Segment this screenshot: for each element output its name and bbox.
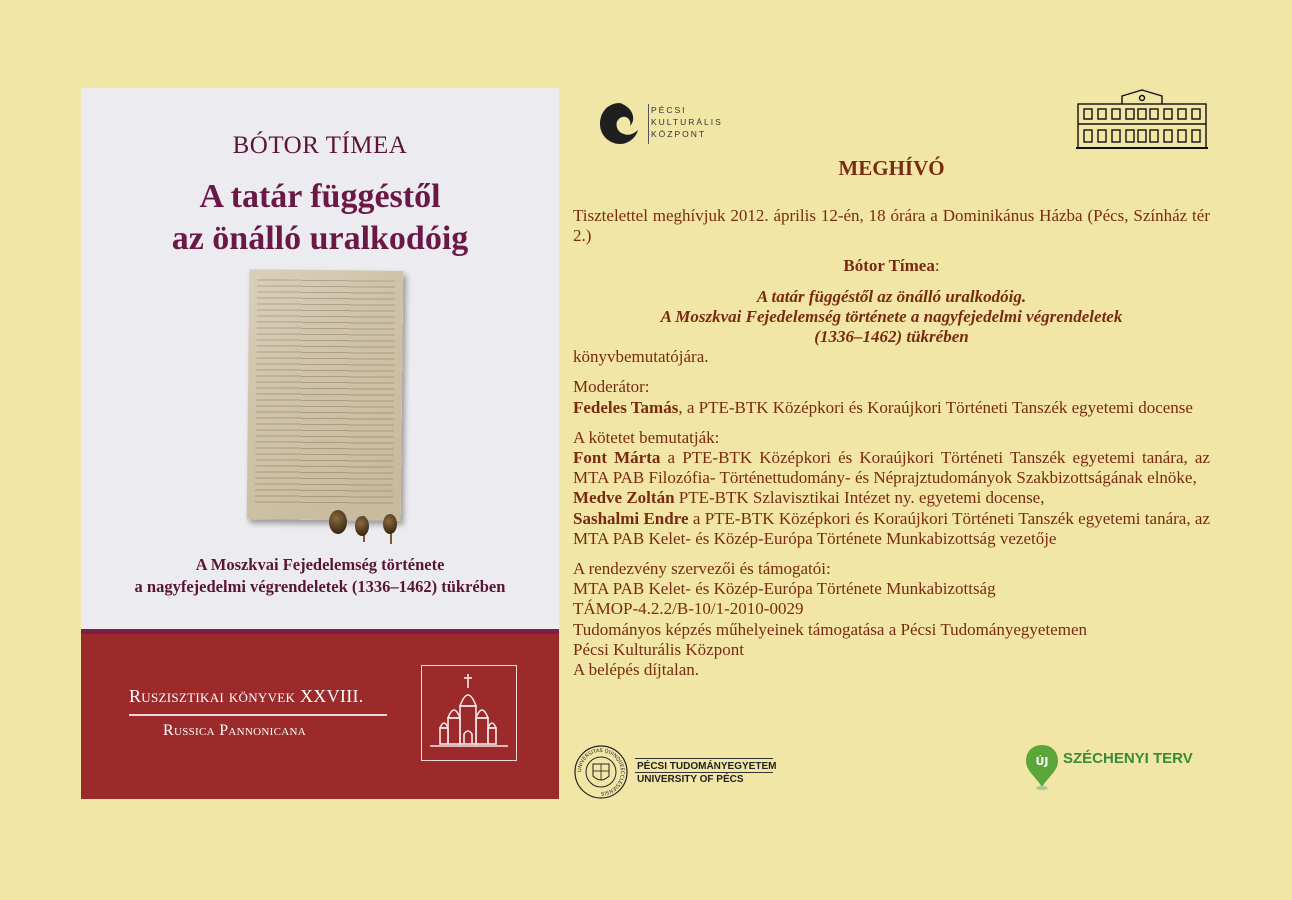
- book-launch-suffix: könyvbemutatójára.: [573, 347, 709, 367]
- church-emblem-frame: [421, 665, 517, 761]
- book-cover: [81, 88, 559, 799]
- szechenyi-terv-text: SZÉCHENYI TERV: [1063, 750, 1193, 767]
- cover-title-line-1: A tatár függéstől: [199, 178, 441, 215]
- author-colon: :: [934, 256, 940, 276]
- presenter-desc: a PTE-BTK Középkori és Koraújkori Történeti Tanszék egyetemi tanára, az MTA PAB Filozófia- Történettudomány- és Néprajztudományok Szakbizottságának elnöke,: [573, 448, 1210, 488]
- presenter-desc: a PTE-BTK Középkori és Koraújkori Történeti Tanszék egyetemi tanára, az MTA PAB Kelet- és Közép-Európa Története Munkabizottság vezetője: [573, 508, 1210, 548]
- szechenyi-terv-pin-icon: [1024, 743, 1060, 791]
- wax-seal: [329, 510, 347, 534]
- presenter-desc: PTE-BTK Szlavisztikai Intézet ny. egyetemi docense,: [674, 488, 1045, 508]
- pkk-logo-text: [651, 104, 723, 140]
- book-title-line-2: A Moszkvai Fejedelemség története a nagyfejedelmi végrendeletek: [660, 306, 1123, 326]
- svg-text:ÚJ: ÚJ: [1035, 755, 1049, 768]
- book-title-line-1: A tatár függéstől az önálló uralkodóig.: [756, 286, 1027, 306]
- cover-author: BÓTOR TÍMEA: [232, 132, 408, 159]
- organizer-item: Pécsi Kulturális Központ: [573, 639, 744, 659]
- presenter-name: Medve Zoltán: [573, 488, 675, 508]
- cover-subtitle: [81, 554, 559, 598]
- series-name: Ruszisztikai könyvek XXVIII.: [129, 686, 364, 706]
- dominikanus-haz-building-icon: [1076, 88, 1208, 152]
- invitation-heading: MEGHÍVÓ: [838, 156, 945, 180]
- moderator-name: Fedeles Tamás: [573, 397, 679, 417]
- series-subname: Russica Pannonicana: [163, 722, 306, 739]
- entry-note: A belépés díjtalan.: [573, 660, 700, 680]
- presenter-entry: [573, 448, 1210, 488]
- presenter-name: Font Márta: [573, 448, 661, 468]
- pte-seal-icon: [573, 744, 629, 800]
- church-icon: [422, 666, 516, 760]
- book-title-line-3: (1336–1462) tükrében: [814, 327, 969, 347]
- moderator-label: Moderátor:: [573, 377, 650, 397]
- manuscript-image: [247, 269, 404, 521]
- pte-name: [637, 760, 776, 786]
- invitation-intro: Tisztelettel meghívjuk 2012. április 12-én, 18 órára a Dominikánus Házba (Pécs, Színház tér 2.): [573, 206, 1210, 246]
- presenter-entry: [573, 488, 1210, 508]
- author-line: [573, 256, 1210, 276]
- organizer-item: Tudományos képzés műhelyeinek támogatása a Pécsi Tudományegyetemen: [573, 619, 1088, 639]
- cover-subtitle-line-1: A Moszkvai Fejedelemség története: [195, 555, 445, 574]
- presenter-name: Sashalmi Endre: [573, 508, 689, 528]
- pkk-line-2: KULTURÁLIS: [651, 117, 723, 127]
- presenters-label: A kötetet bemutatják:: [573, 427, 720, 447]
- cover-series-band: [81, 629, 559, 799]
- pkk-swirl-icon: [598, 100, 644, 146]
- invitation-body: [573, 206, 1210, 680]
- wax-seal: [355, 516, 369, 536]
- cover-subtitle-line-2: a nagyfejedelmi végrendeletek (1336–1462) tükrében: [134, 577, 506, 596]
- cover-title: [81, 176, 559, 260]
- wax-seal: [383, 514, 397, 534]
- cover-title-line-2: az önálló uralkodóig: [171, 220, 469, 257]
- pte-name-hu: PÉCSI TUDOMÁNYEGYETEM: [637, 761, 777, 772]
- organizers-label: A rendezvény szervezői és támogatói:: [573, 559, 831, 579]
- pkk-line-1: PÉCSI: [651, 105, 687, 115]
- organizer-item: MTA PAB Kelet- és Közép-Európa Története Munkabizottság: [573, 579, 996, 599]
- svg-text:UNIVERSITAS QUINQUEECCLESIENSI: UNIVERSITAS QUINQUEECCLESIENSIS: [576, 747, 626, 797]
- pkk-line-3: KÖZPONT: [651, 129, 707, 139]
- series-divider: [129, 714, 387, 716]
- author-name: Bótor Tímea: [843, 256, 935, 276]
- moderator-desc: , a PTE-BTK Középkori és Koraújkori Történeti Tanszék egyetemi docense: [678, 397, 1193, 417]
- moderator-entry: [573, 398, 1210, 418]
- pte-name-en: UNIVERSITY OF PÉCS: [637, 774, 744, 785]
- organizer-item: TÁMOP-4.2.2/B-10/1-2010-0029: [573, 599, 804, 619]
- presenter-entry: [573, 509, 1210, 549]
